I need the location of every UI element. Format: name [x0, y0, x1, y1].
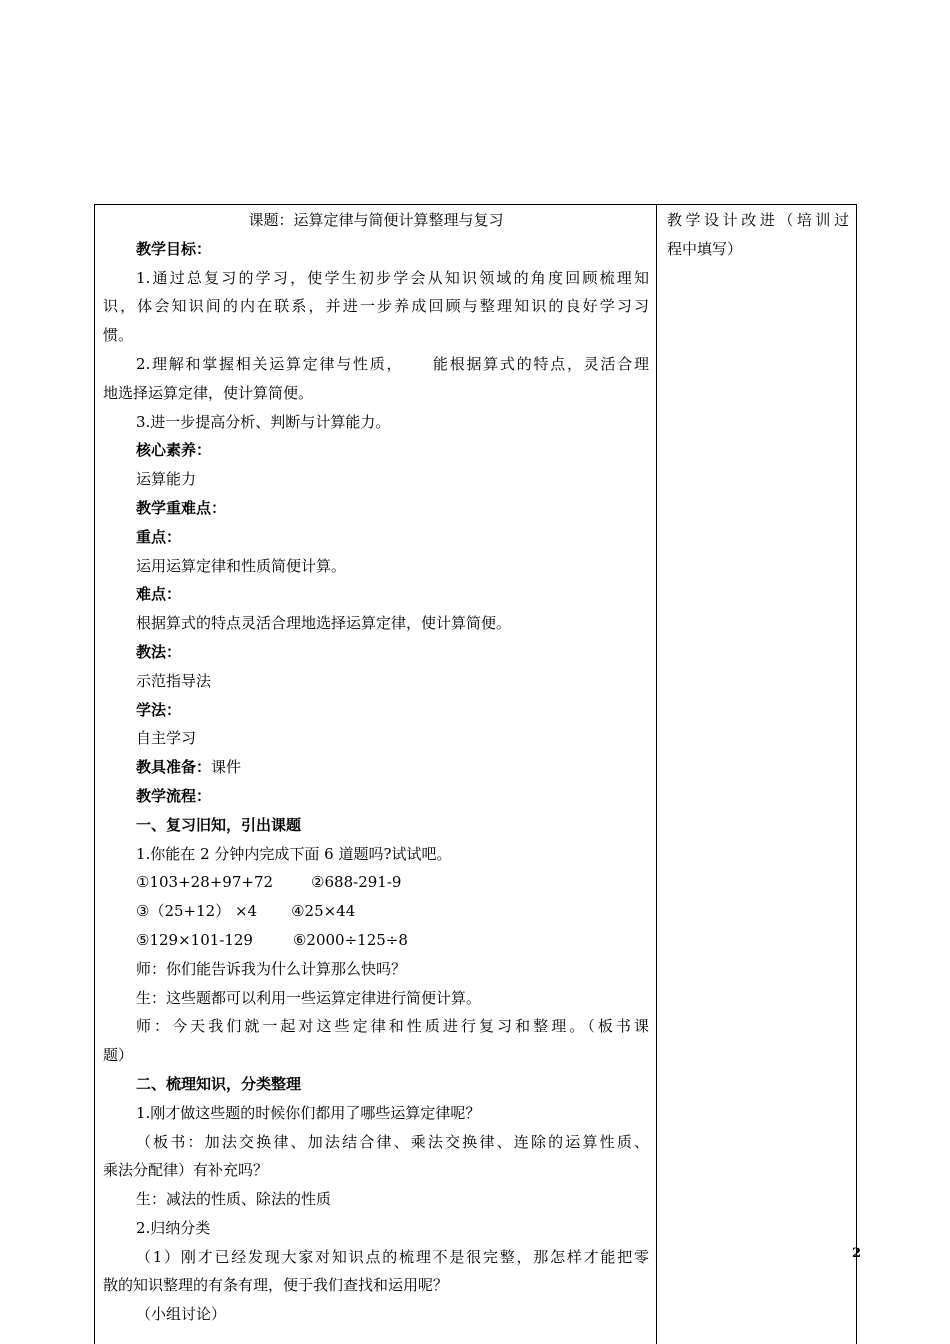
student-line-1: 生：这些题都可以利用一些运算定律进行简便计算。 [136, 988, 482, 1007]
section2-heading: 二、梳理知识，分类整理 [136, 1074, 302, 1093]
core-text: 运算能力 [136, 470, 197, 489]
design-improvement-column [667, 206, 849, 264]
objective2-part-b: 能根据算式的特点，灵活合理 [431, 354, 649, 373]
board-line-1: （板书：加法交换律、加法结合律、乘法交换律、连除的运算性质、 [136, 1132, 649, 1151]
objective3: 3.进一步提高分析、判断与计算能力。 [136, 412, 391, 431]
teach-method-text: 示范指导法 [136, 671, 212, 690]
side-note-line-1: 教学设计改进（培训过 [667, 211, 849, 229]
objective1-line2: 识，体会知识间的内在联系，并进一步养成回顾与整理知识的良好学习习 [103, 297, 649, 316]
key-heading: 重点： [136, 527, 182, 546]
teacher-line-1: 师：你们能告诉我为什么计算那么快吗？ [136, 959, 407, 978]
group-discussion: （小组讨论） [136, 1305, 227, 1324]
objective2-line1 [103, 350, 649, 379]
section2-question-1: 1.刚才做这些题的时候你们都用了哪些运算定律呢？ [136, 1103, 481, 1122]
lesson-title: 课题：运算定律与简便计算整理与复习 [248, 211, 504, 229]
tools-line [103, 753, 649, 782]
teacher-line-2b: 题） [103, 1046, 134, 1065]
section2-question-2: 2.归纳分类 [136, 1218, 211, 1237]
learn-method-text: 自主学习 [136, 729, 197, 748]
objective1-line1: 1.通过总复习的学习，使学生初步学会从知识领域的角度回顾梳理知 [136, 268, 649, 287]
core-heading: 核心素养： [136, 441, 212, 460]
hard-heading: 难点： [136, 585, 182, 604]
section1-question: 1.你能在 2 分钟内完成下面 6 道题吗?试试吧。 [136, 844, 452, 863]
teach-method-heading: 教法： [136, 642, 182, 661]
objective2-line2: 地选择运算定律，使计算简便。 [103, 383, 314, 402]
teacher-line-2a: 师：今天我们就一起对这些定律和性质进行复习和整理。（板书课 [136, 1017, 649, 1036]
board-line-2: 乘法分配律）有补充吗？ [103, 1161, 269, 1180]
section2-paragraph-line-2: 散的知识整理的有条有理，便于我们查找和运用呢？ [103, 1276, 449, 1295]
problem-6: ⑥2000÷125÷8 [292, 930, 408, 949]
hard-text: 根据算式的特点灵活合理地选择运算定律，使计算简便。 [136, 614, 512, 633]
learn-method-heading: 学法： [136, 700, 182, 719]
lesson-content [103, 206, 649, 1329]
problem-row-1 [103, 868, 649, 897]
side-note-line-2: 程中填写） [667, 239, 743, 258]
problem-row-2 [103, 897, 649, 926]
process-heading: 教学流程： [136, 786, 212, 805]
difficulty-heading: 教学重难点： [136, 498, 227, 517]
problem-row-3 [103, 926, 649, 955]
section1-heading: 一、复习旧知，引出课题 [136, 815, 302, 834]
objective1-line3: 惯。 [103, 326, 134, 345]
objectives-heading: 教学目标： [136, 239, 212, 258]
problem-3: ③（25+12） ×4 [136, 902, 258, 921]
problem-4: ④25×44 [291, 902, 356, 921]
section2-paragraph-line-1: （1）刚才已经发现大家对知识点的梳理不是很完整，那怎样才能把零 [136, 1247, 649, 1266]
key-text: 运用运算定律和性质简便计算。 [136, 556, 347, 575]
problem-2: ②688-291-9 [311, 873, 402, 892]
column-divider [656, 204, 657, 1344]
problem-5: ⑤129×101-129 [136, 930, 253, 949]
tools-text: 课件 [211, 758, 242, 777]
objective2-part-a: 2.理解和掌握相关运算定律与性质， [136, 354, 404, 373]
student-line-2: 生：减法的性质、除法的性质 [136, 1190, 332, 1209]
problem-1: ①103+28+97+72 [136, 873, 274, 892]
tools-heading: 教具准备： [136, 758, 212, 777]
page-number: 2 [852, 1246, 862, 1261]
